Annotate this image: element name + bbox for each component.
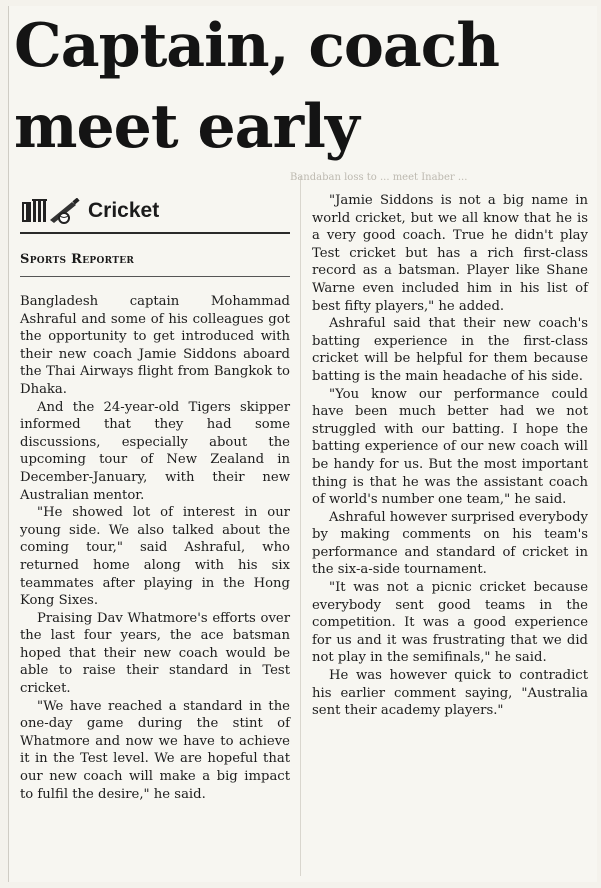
article-column-right xyxy=(312,192,588,720)
paragraph: Praising Dav Whatmore's efforts over the last four years, the ace batsman hoped that their new coach would be able to raise their standard in Test cricket. xyxy=(20,610,290,697)
paragraph: "Jamie Siddons is not a big name in world cricket, but we all know that he is a very good coach. True he didn't play Test cricket but has a rich first-class record as a batsman. Player like Shane Warne even included him in his list of best fifty players," he added. xyxy=(312,193,588,314)
cricket-bat-ball-icon xyxy=(20,198,84,224)
paragraph: He was however quick to contradict his earlier comment saying, "Australia sent their academy players." xyxy=(312,668,588,719)
paragraph: "You know our performance could have been much better had we not struggled with our batting. I hope the batting experience of our new coach will be handy for us. But the most important thing is that he was the assistant coach of world's number one team," he said. xyxy=(312,386,588,508)
paragraph: Ashraful said that their new coach's batting experience in the first-class cricket will be helpful for them because batting is the main headache of his side. xyxy=(312,316,588,384)
paragraph: Ashraful however surprised everybody by making comments on his team's performance and standard of cricket in the six-a-side tournament. xyxy=(312,509,588,578)
paragraph: Bangladesh captain Mohammad Ashraful and some of his colleagues got the opportunity to get introduced with their new coach Jamie Siddons aboard the Thai Airways flight from Bangkok to Dhaka. xyxy=(20,294,290,397)
section-rule xyxy=(20,232,290,234)
byline xyxy=(20,252,134,267)
paragraph: And the 24-year-old Tigers skipper informed that they had some discussions, especially about the upcoming tour of New Zealand in December-January, with their new Australian mentor. xyxy=(20,399,290,503)
byline-text: Sports Reporter xyxy=(20,252,135,267)
column-divider xyxy=(300,176,301,876)
paragraph: "He showed lot of interest in our young side. We also talked about the coming tour," said Ashraful, who returned home along with his six teammates after playing in the Hong Kong Sixes. xyxy=(20,505,290,609)
bleed-through-text: Bandaban loss to ... meet Inaber ... xyxy=(290,172,468,183)
paragraph: "It was not a picnic cricket because everybody sent good teams in the competition. It was a good experience for us and it was frustrating that we did not play in the semifinals," he said. xyxy=(312,580,588,666)
headline: Captain, coach meet early xyxy=(14,11,499,162)
paragraph: "We have reached a standard in the one-day game during the stint of Whatmore and now we have to achieve it in the Test level. We are hopeful that our new coach will make a big impact to fulfil the desire," he said. xyxy=(20,698,290,802)
section-tag xyxy=(20,196,159,226)
section-label: Cricket xyxy=(88,199,160,222)
byline-rule xyxy=(20,276,290,277)
article-column-left xyxy=(20,293,290,803)
